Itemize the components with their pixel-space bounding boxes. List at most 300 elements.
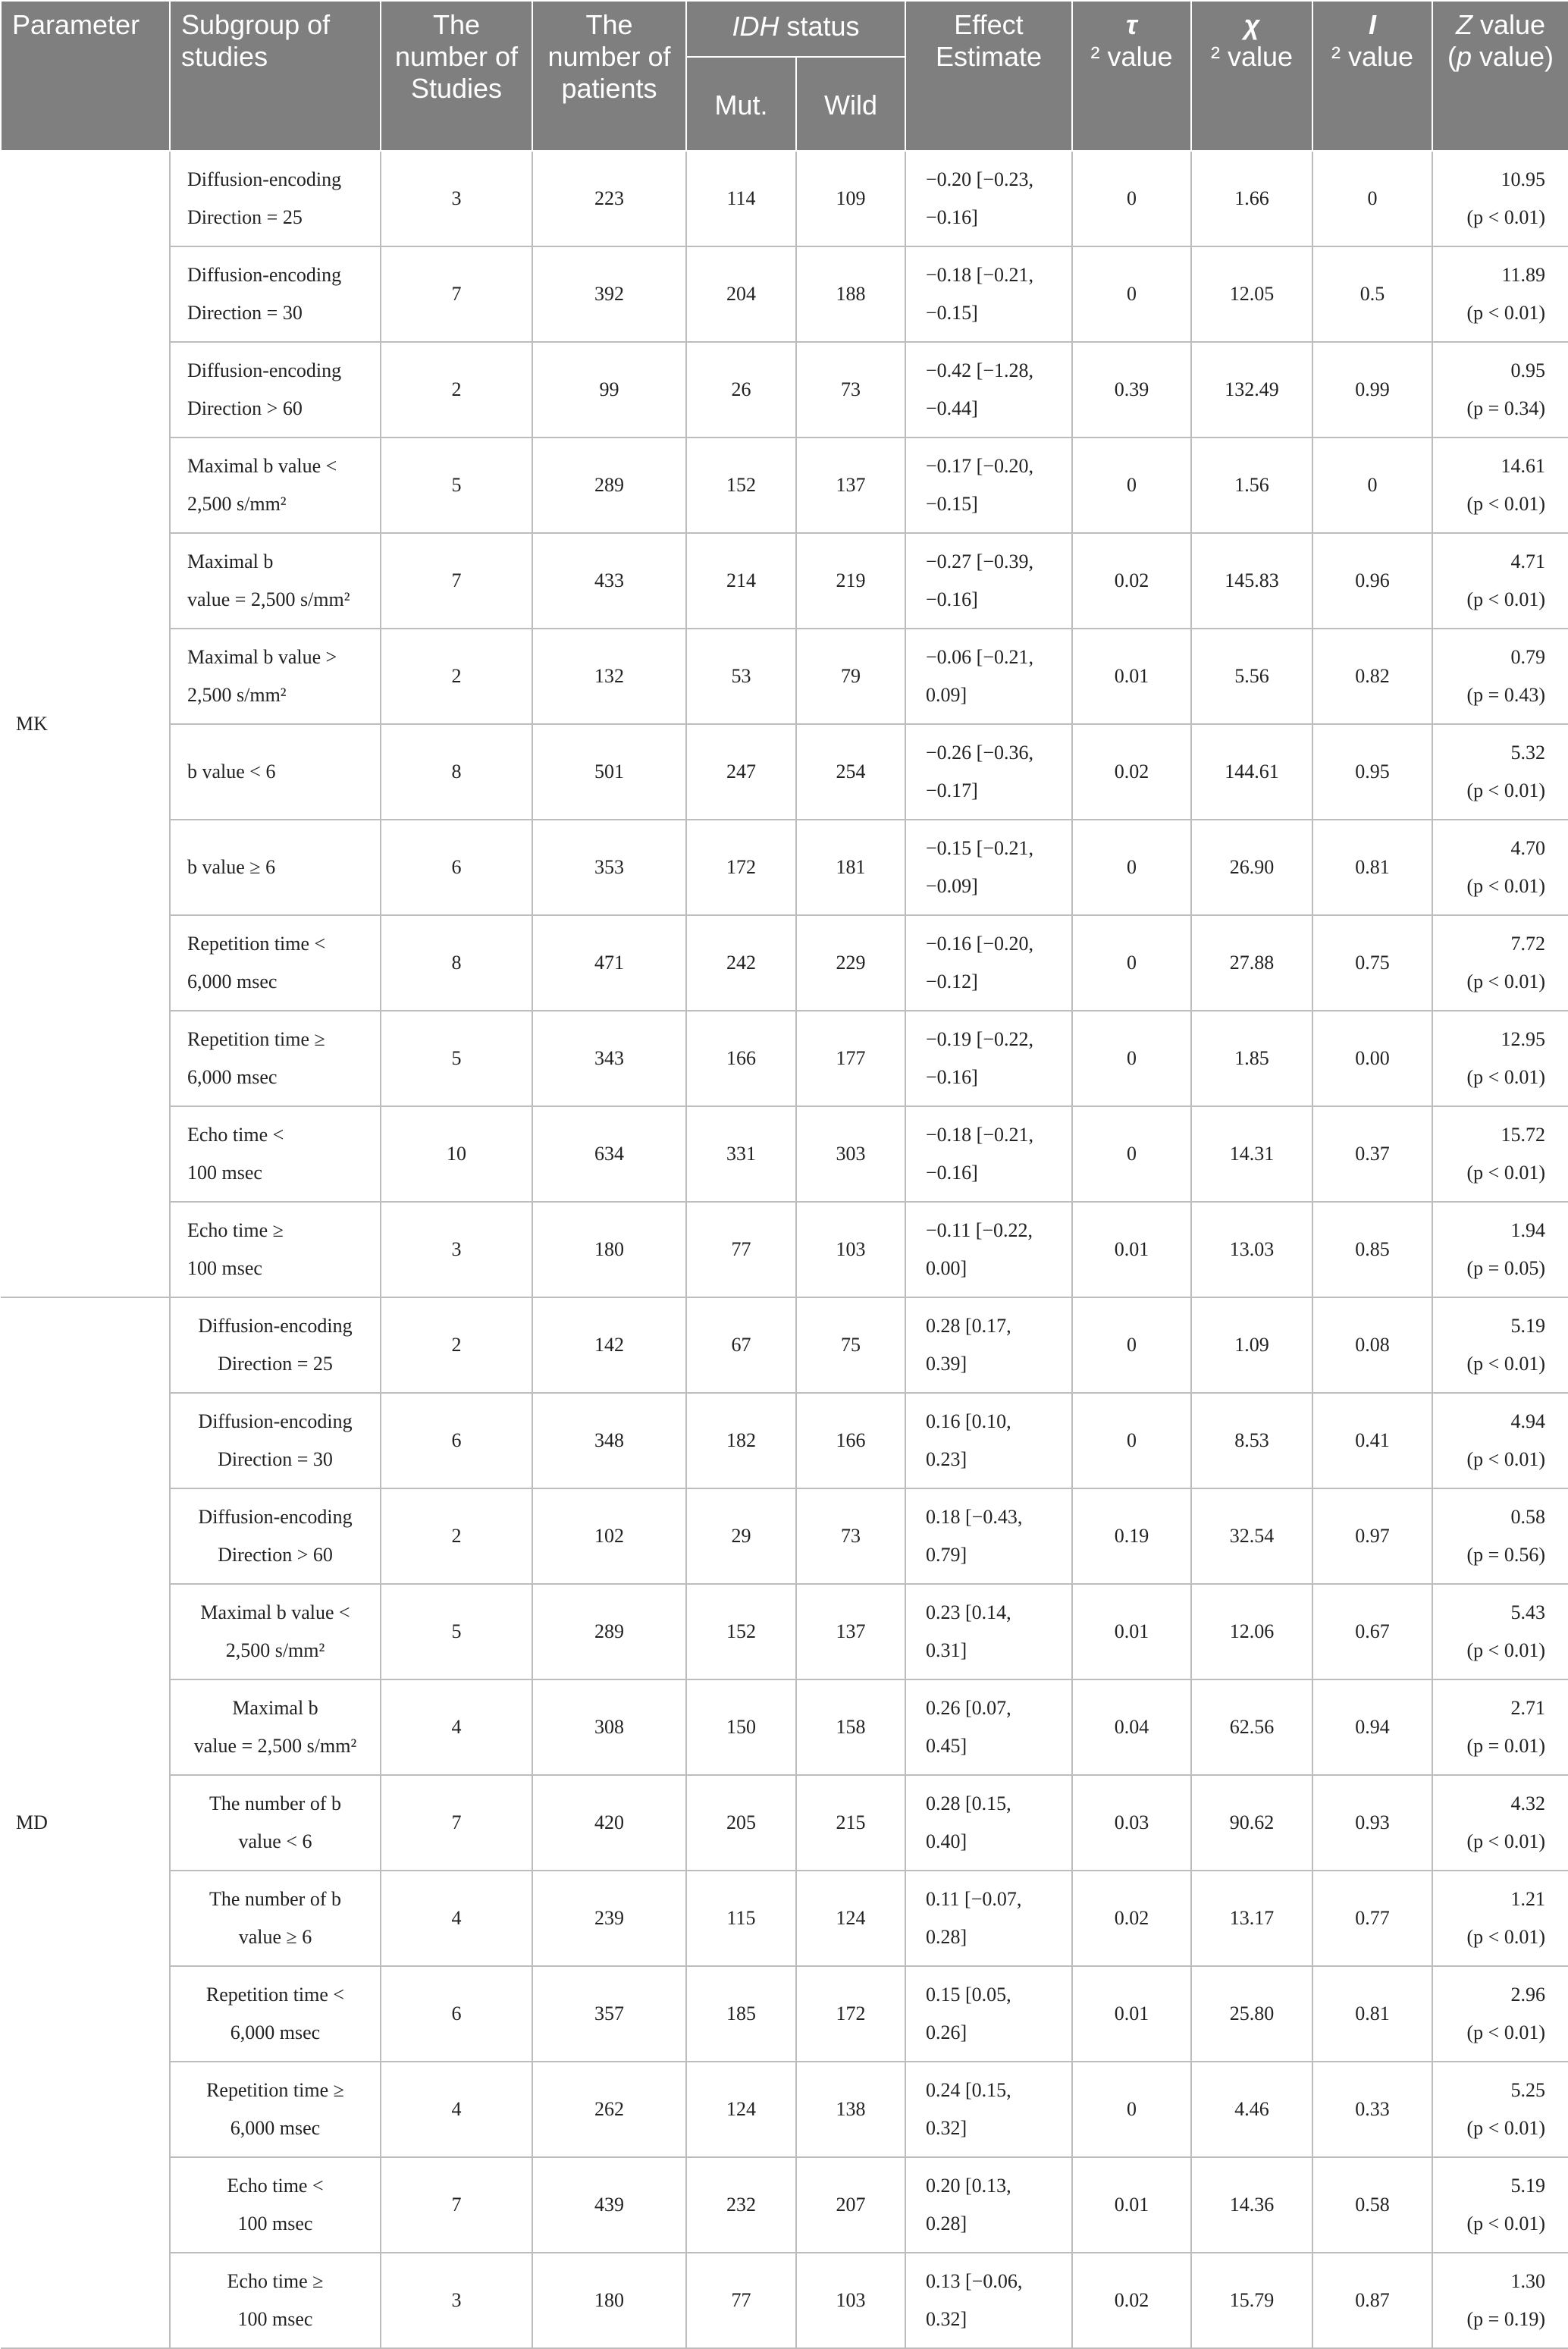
i-squared-cell: 0.94: [1312, 1679, 1432, 1775]
z-value-cell: [1432, 724, 1568, 820]
p-value: (p < 0.01): [1466, 588, 1545, 610]
wild-cell: 73: [796, 342, 905, 437]
tau-squared-cell: 0.01: [1072, 1202, 1191, 1297]
effect-line-2: −0.16]: [926, 206, 978, 228]
subgroup-cell: [170, 915, 381, 1011]
subgroup-cell: [170, 1106, 381, 1202]
p-value: (p < 0.01): [1466, 302, 1545, 324]
subgroup-line-1: Diffusion-encoding: [198, 1315, 353, 1337]
subgroup-cell: [170, 246, 381, 342]
p-value: (p < 0.01): [1466, 1353, 1545, 1375]
p-value: (p < 0.01): [1466, 2117, 1545, 2139]
table-row: [1, 1871, 1568, 1966]
subgroup-cell: [170, 1488, 381, 1584]
table-row: [1, 1106, 1568, 1202]
mutant-cell: 185: [686, 1966, 796, 2062]
z-value-cell: [1432, 1775, 1568, 1871]
z-value-cell: [1432, 151, 1568, 246]
mutant-cell: 152: [686, 437, 796, 533]
patients-cell: 223: [532, 151, 686, 246]
parameter-cell: MK: [1, 151, 170, 1297]
subgroup-line-1: b value < 6: [187, 761, 276, 782]
tau-squared-cell: 0.02: [1072, 2253, 1191, 2348]
chi-squared-cell: 13.17: [1191, 1871, 1312, 1966]
subgroup-line-2: value ≥ 6: [238, 1926, 312, 1948]
tau-squared-cell: 0.39: [1072, 342, 1191, 437]
header-z-value: Z value (p value): [1432, 1, 1568, 151]
p-value: (p < 0.01): [1466, 493, 1545, 515]
mutant-cell: 182: [686, 1393, 796, 1488]
mutant-cell: 77: [686, 1202, 796, 1297]
studies-cell: 5: [381, 437, 532, 533]
z-value-cell: [1432, 246, 1568, 342]
i-squared-cell: 0.77: [1312, 1871, 1432, 1966]
z-value: 14.61: [1501, 455, 1545, 477]
mutant-cell: 331: [686, 1106, 796, 1202]
mutant-cell: 67: [686, 1297, 796, 1393]
tau-squared-cell: 0.02: [1072, 1871, 1191, 1966]
subgroup-line-1: Diffusion-encoding: [187, 359, 342, 381]
subgroup-line-1: Diffusion-encoding: [198, 1506, 353, 1528]
p-value: (p = 0.05): [1466, 1257, 1545, 1279]
subgroup-line-1: Echo time <: [227, 2175, 324, 2197]
tau-squared-cell: 0.01: [1072, 1966, 1191, 2062]
header-idh-status: IDH status: [686, 1, 905, 57]
chi-squared-cell: 13.03: [1191, 1202, 1312, 1297]
z-value-cell: [1432, 1488, 1568, 1584]
effect-estimate-cell: [905, 915, 1072, 1011]
mutant-cell: 232: [686, 2157, 796, 2253]
effect-estimate-cell: [905, 1297, 1072, 1393]
table-row: [1, 724, 1568, 820]
mutant-cell: 172: [686, 820, 796, 915]
subgroup-line-1: Diffusion-encoding: [198, 1410, 353, 1432]
tau-squared-cell: 0: [1072, 437, 1191, 533]
table-row: [1, 2157, 1568, 2253]
i-squared-cell: 0.33: [1312, 2062, 1432, 2157]
table-row: [1, 151, 1568, 246]
effect-estimate-cell: [905, 1011, 1072, 1106]
effect-estimate-cell: [905, 1871, 1072, 1966]
effect-line-1: −0.42 [−1.28,: [926, 359, 1033, 381]
studies-cell: 2: [381, 1488, 532, 1584]
patients-cell: 132: [532, 629, 686, 724]
studies-cell: 4: [381, 1679, 532, 1775]
subgroup-line-2: 6,000 msec: [230, 2021, 321, 2043]
subgroup-line-1: Repetition time ≥: [206, 2079, 344, 2101]
effect-line-2: −0.12]: [926, 971, 978, 993]
subgroup-line-1: The number of b: [209, 1792, 341, 1814]
subgroup-line-1: Repetition time <: [205, 1984, 345, 2006]
i-squared-cell: 0.5: [1312, 246, 1432, 342]
p-value: (p = 0.43): [1466, 684, 1545, 706]
effect-estimate-cell: [905, 1393, 1072, 1488]
effect-line-2: 0.45]: [926, 1735, 967, 1757]
tau-squared-cell: 0: [1072, 820, 1191, 915]
studies-cell: 2: [381, 1297, 532, 1393]
subgroup-line-1: Echo time ≥: [227, 2270, 324, 2292]
effect-line-1: 0.24 [0.15,: [926, 2079, 1011, 2101]
effect-line-2: 0.32]: [926, 2117, 967, 2139]
table-row: [1, 342, 1568, 437]
z-value: 2.71: [1510, 1697, 1545, 1719]
subgroup-cell: [170, 820, 381, 915]
mutant-cell: 204: [686, 246, 796, 342]
header-effect-estimate: Effect Estimate: [905, 1, 1072, 151]
studies-cell: 4: [381, 1871, 532, 1966]
z-value-cell: [1432, 629, 1568, 724]
z-value-cell: [1432, 1106, 1568, 1202]
mutant-cell: 242: [686, 915, 796, 1011]
tau-squared-cell: 0: [1072, 151, 1191, 246]
effect-line-1: 0.28 [0.17,: [926, 1315, 1011, 1337]
effect-estimate-cell: [905, 1679, 1072, 1775]
i-squared-cell: 0.97: [1312, 1488, 1432, 1584]
effect-estimate-cell: [905, 2253, 1072, 2348]
patients-cell: 180: [532, 2253, 686, 2348]
patients-cell: 392: [532, 246, 686, 342]
effect-line-2: −0.16]: [926, 1162, 978, 1184]
chi-squared-cell: 145.83: [1191, 533, 1312, 629]
wild-cell: 166: [796, 1393, 905, 1488]
effect-estimate-cell: [905, 1106, 1072, 1202]
z-value-cell: [1432, 1202, 1568, 1297]
i-squared-cell: 0.81: [1312, 1966, 1432, 2062]
z-value: 2.96: [1510, 1984, 1545, 2006]
table-row: [1, 1775, 1568, 1871]
tau-squared-cell: 0: [1072, 915, 1191, 1011]
table-row: [1, 2253, 1568, 2348]
studies-cell: 5: [381, 1011, 532, 1106]
parameter-cell: MD: [1, 1297, 170, 2348]
tau-squared-cell: 0: [1072, 246, 1191, 342]
chi-squared-cell: 90.62: [1191, 1775, 1312, 1871]
i-squared-cell: 0.96: [1312, 533, 1432, 629]
header-parameter: Parameter: [1, 1, 170, 151]
subgroup-line-2: value = 2,500 s/mm²: [187, 588, 350, 610]
table-row: [1, 1393, 1568, 1488]
patients-cell: 471: [532, 915, 686, 1011]
subgroup-line-2: value = 2,500 s/mm²: [193, 1735, 357, 1757]
table-row: [1, 246, 1568, 342]
effect-estimate-cell: [905, 820, 1072, 915]
wild-cell: 219: [796, 533, 905, 629]
wild-cell: 137: [796, 1584, 905, 1679]
studies-cell: 7: [381, 1775, 532, 1871]
subgroup-line-2: Direction > 60: [218, 1544, 333, 1566]
z-value-cell: [1432, 2062, 1568, 2157]
subgroup-line-1: b value ≥ 6: [187, 856, 276, 878]
subgroup-line-1: Maximal b: [232, 1697, 318, 1719]
i-squared-cell: 0.99: [1312, 342, 1432, 437]
tau-squared-cell: 0.02: [1072, 724, 1191, 820]
subgroup-line-1: Maximal b value >: [187, 646, 337, 668]
p-value: (p < 0.01): [1466, 971, 1545, 993]
subgroup-line-2: 6,000 msec: [187, 971, 278, 993]
effect-line-1: 0.11 [−0.07,: [926, 1888, 1022, 1910]
subgroup-line-1: Echo time <: [187, 1124, 284, 1146]
wild-cell: 138: [796, 2062, 905, 2157]
mutant-cell: 29: [686, 1488, 796, 1584]
table-row: [1, 437, 1568, 533]
subgroup-cell: [170, 724, 381, 820]
table-row: [1, 1966, 1568, 2062]
chi-squared-cell: 4.46: [1191, 2062, 1312, 2157]
subgroup-line-1: Diffusion-encoding: [187, 168, 342, 190]
patients-cell: 343: [532, 1011, 686, 1106]
z-value-cell: [1432, 342, 1568, 437]
studies-cell: 7: [381, 533, 532, 629]
z-value-cell: [1432, 2157, 1568, 2253]
patients-cell: 433: [532, 533, 686, 629]
effect-line-1: −0.19 [−0.22,: [926, 1028, 1033, 1050]
mutant-cell: 150: [686, 1679, 796, 1775]
subgroup-line-2: 100 msec: [187, 1257, 262, 1279]
effect-line-1: 0.23 [0.14,: [926, 1601, 1011, 1623]
wild-cell: 73: [796, 1488, 905, 1584]
z-value: 5.43: [1510, 1601, 1545, 1623]
z-value: 10.95: [1501, 168, 1545, 190]
subgroup-line-2: 6,000 msec: [187, 1066, 278, 1088]
i-squared-cell: 0.95: [1312, 724, 1432, 820]
effect-estimate-cell: [905, 437, 1072, 533]
mutant-cell: 26: [686, 342, 796, 437]
header-mutant: Mut.: [686, 57, 796, 151]
studies-cell: 6: [381, 1393, 532, 1488]
i-squared-cell: 0.00: [1312, 1011, 1432, 1106]
patients-cell: 308: [532, 1679, 686, 1775]
z-value: 5.19: [1510, 1315, 1545, 1337]
tau-squared-cell: 0: [1072, 1106, 1191, 1202]
subgroup-cell: [170, 1584, 381, 1679]
patients-cell: 262: [532, 2062, 686, 2157]
subgroup-cell: [170, 342, 381, 437]
wild-cell: 215: [796, 1775, 905, 1871]
i-squared-cell: 0.82: [1312, 629, 1432, 724]
subgroup-line-1: Echo time ≥: [187, 1219, 284, 1241]
z-value-cell: [1432, 1393, 1568, 1488]
i-squared-cell: 0.08: [1312, 1297, 1432, 1393]
table-row: [1, 533, 1568, 629]
p-value: (p < 0.01): [1466, 1066, 1545, 1088]
mutant-cell: 53: [686, 629, 796, 724]
patients-cell: 420: [532, 1775, 686, 1871]
subgroup-cell: [170, 2157, 381, 2253]
effect-estimate-cell: [905, 1584, 1072, 1679]
chi-squared-cell: 25.80: [1191, 1966, 1312, 2062]
chi-squared-cell: 26.90: [1191, 820, 1312, 915]
effect-line-1: 0.16 [0.10,: [926, 1410, 1011, 1432]
table-row: [1, 2062, 1568, 2157]
z-value-cell: [1432, 1011, 1568, 1106]
chi-squared-cell: 144.61: [1191, 724, 1312, 820]
effect-line-1: −0.16 [−0.20,: [926, 933, 1033, 955]
subgroup-line-1: Maximal b: [187, 550, 274, 572]
effect-line-2: 0.00]: [926, 1257, 967, 1279]
p-value: (p < 0.01): [1466, 875, 1545, 897]
effect-line-1: −0.15 [−0.21,: [926, 837, 1033, 859]
effect-estimate-cell: [905, 151, 1072, 246]
chi-squared-cell: 32.54: [1191, 1488, 1312, 1584]
p-value: (p = 0.19): [1466, 2308, 1545, 2330]
subgroup-cell: [170, 2062, 381, 2157]
tau-squared-cell: 0.01: [1072, 629, 1191, 724]
patients-cell: 439: [532, 2157, 686, 2253]
z-value-cell: [1432, 1679, 1568, 1775]
effect-line-2: 0.31]: [926, 1639, 967, 1661]
table-row: [1, 1679, 1568, 1775]
z-value: 7.72: [1510, 933, 1545, 955]
tau-squared-cell: 0.01: [1072, 1584, 1191, 1679]
mutant-cell: 166: [686, 1011, 796, 1106]
table-body: [1, 151, 1568, 2348]
mutant-cell: 247: [686, 724, 796, 820]
chi-squared-cell: 14.31: [1191, 1106, 1312, 1202]
chi-squared-cell: 12.06: [1191, 1584, 1312, 1679]
wild-cell: 158: [796, 1679, 905, 1775]
subgroup-line-2: Direction = 25: [218, 1353, 333, 1375]
patients-cell: 357: [532, 1966, 686, 2062]
z-value: 0.58: [1510, 1506, 1545, 1528]
patients-cell: 142: [532, 1297, 686, 1393]
chi-squared-cell: 8.53: [1191, 1393, 1312, 1488]
subgroup-line-2: value < 6: [238, 1830, 312, 1852]
i-squared-cell: 0.87: [1312, 2253, 1432, 2348]
z-value: 5.32: [1510, 742, 1545, 764]
z-value: 15.72: [1501, 1124, 1545, 1146]
table-row: [1, 1488, 1568, 1584]
wild-cell: 124: [796, 1871, 905, 1966]
mutant-cell: 214: [686, 533, 796, 629]
i-squared-cell: 0.58: [1312, 2157, 1432, 2253]
effect-line-2: −0.44]: [926, 397, 978, 419]
wild-cell: 75: [796, 1297, 905, 1393]
wild-cell: 303: [796, 1106, 905, 1202]
p-value: (p = 0.56): [1466, 1544, 1545, 1566]
z-value: 4.71: [1510, 550, 1545, 572]
chi-squared-cell: 1.09: [1191, 1297, 1312, 1393]
subgroup-cell: [170, 437, 381, 533]
chi-squared-cell: 1.56: [1191, 437, 1312, 533]
effect-line-2: 0.32]: [926, 2308, 967, 2330]
p-value: (p < 0.01): [1466, 779, 1545, 801]
header-subgroup: Subgroup of studies: [170, 1, 381, 151]
table-row: [1, 1584, 1568, 1679]
z-value-cell: [1432, 1871, 1568, 1966]
header-wild: Wild: [796, 57, 905, 151]
z-value: 11.89: [1501, 264, 1545, 286]
subgroup-cell: [170, 1202, 381, 1297]
patients-cell: 353: [532, 820, 686, 915]
table-row: [1, 629, 1568, 724]
effect-line-1: −0.11 [−0.22,: [926, 1219, 1033, 1241]
subgroup-cell: [170, 151, 381, 246]
effect-line-2: 0.09]: [926, 684, 967, 706]
effect-line-2: 0.23]: [926, 1448, 967, 1470]
wild-cell: 103: [796, 2253, 905, 2348]
z-value: 5.19: [1510, 2175, 1545, 2197]
subgroup-line-2: 2,500 s/mm²: [187, 493, 287, 515]
p-value: (p < 0.01): [1466, 1830, 1545, 1852]
subgroup-cell: [170, 2253, 381, 2348]
subgroup-line-2: 2,500 s/mm²: [225, 1639, 325, 1661]
effect-estimate-cell: [905, 246, 1072, 342]
z-value-cell: [1432, 2253, 1568, 2348]
effect-line-1: −0.27 [−0.39,: [926, 550, 1033, 572]
table-header: [1, 1, 1568, 151]
effect-line-2: 0.26]: [926, 2021, 967, 2043]
effect-estimate-cell: [905, 533, 1072, 629]
p-value: (p < 0.01): [1466, 2021, 1545, 2043]
mutant-cell: 152: [686, 1584, 796, 1679]
subgroup-cell: [170, 1297, 381, 1393]
i-squared-cell: 0.93: [1312, 1775, 1432, 1871]
subgroup-line-2: Direction > 60: [187, 397, 303, 419]
wild-cell: 79: [796, 629, 905, 724]
z-value: 0.95: [1510, 359, 1545, 381]
studies-cell: 3: [381, 151, 532, 246]
tau-squared-cell: 0: [1072, 2062, 1191, 2157]
subgroup-line-1: Repetition time <: [187, 933, 326, 955]
z-value-cell: [1432, 437, 1568, 533]
subgroup-line-2: Direction = 25: [187, 206, 303, 228]
p-value: (p = 0.34): [1466, 397, 1545, 419]
studies-cell: 2: [381, 629, 532, 724]
effect-line-1: 0.18 [−0.43,: [926, 1506, 1023, 1528]
subgroup-cell: [170, 1966, 381, 2062]
studies-cell: 3: [381, 2253, 532, 2348]
subgroup-line-2: 100 msec: [237, 2308, 313, 2330]
p-value: (p = 0.01): [1466, 1735, 1545, 1757]
wild-cell: 181: [796, 820, 905, 915]
wild-cell: 229: [796, 915, 905, 1011]
tau-squared-cell: 0.01: [1072, 2157, 1191, 2253]
effect-line-1: −0.06 [−0.21,: [926, 646, 1033, 668]
patients-cell: 180: [532, 1202, 686, 1297]
effect-estimate-cell: [905, 342, 1072, 437]
patients-cell: 289: [532, 1584, 686, 1679]
effect-line-1: −0.17 [−0.20,: [926, 455, 1033, 477]
subgroup-line-2: 100 msec: [187, 1162, 262, 1184]
z-value: 1.21: [1510, 1888, 1545, 1910]
i-squared-cell: 0.85: [1312, 1202, 1432, 1297]
studies-cell: 7: [381, 2157, 532, 2253]
studies-cell: 10: [381, 1106, 532, 1202]
subgroup-cell: [170, 1871, 381, 1966]
effect-line-2: −0.15]: [926, 493, 978, 515]
header-tau-squared: τ ² value: [1072, 1, 1191, 151]
effect-line-1: −0.26 [−0.36,: [926, 742, 1033, 764]
subgroup-line-2: 100 msec: [237, 2213, 313, 2235]
patients-cell: 348: [532, 1393, 686, 1488]
header-number-of-patients: The number of patients: [532, 1, 686, 151]
subgroup-line-2: Direction = 30: [187, 302, 303, 324]
tau-squared-cell: 0.19: [1072, 1488, 1191, 1584]
i-squared-cell: 0.67: [1312, 1584, 1432, 1679]
i-squared-cell: 0.37: [1312, 1106, 1432, 1202]
effect-line-1: 0.26 [0.07,: [926, 1697, 1011, 1719]
subgroup-cell: [170, 533, 381, 629]
i-squared-cell: 0: [1312, 437, 1432, 533]
z-value-cell: [1432, 915, 1568, 1011]
effect-line-2: −0.15]: [926, 302, 978, 324]
studies-cell: 6: [381, 820, 532, 915]
subgroup-cell: [170, 1775, 381, 1871]
z-value: 12.95: [1501, 1028, 1545, 1050]
effect-line-2: 0.28]: [926, 1926, 967, 1948]
effect-line-1: 0.15 [0.05,: [926, 1984, 1011, 2006]
effect-estimate-cell: [905, 1966, 1072, 2062]
